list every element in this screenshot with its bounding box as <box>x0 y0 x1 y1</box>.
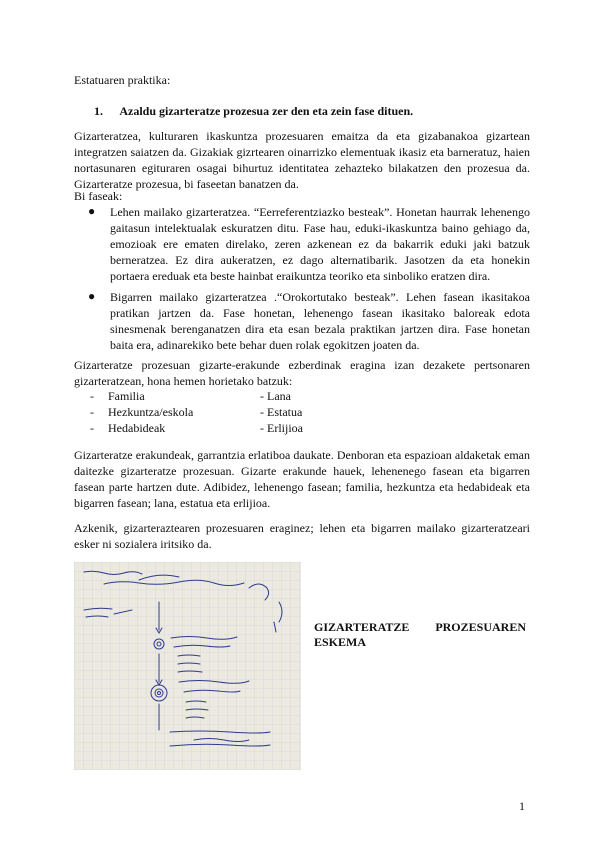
paragraph-institutions: Gizarteratze prozesuan gizarte-erakunde ezberdinak eragina izan dezakete pertsonaren gizarteratzean, hona hemen horietako batzuk: <box>74 358 530 388</box>
bullet-first-phase: Lehen mailako gizarteratzea. “Eerreferentziazko besteak”. Honetan haurrak lehenengo gaitasun intelektualak eskuratzen ditu. Fase hau, eduki-ikaskuntza baino gehiago da, emozioak ere ematen direlako, zeren azkenean ez da bakarrik eduki jaki batzuk berneratzea. Ez dira aukeratzen, ez dago alternatibarik. Jasotzen da eta honekin portaera ereduak eta beste hainbat eraikuntza teoriko eta sinboliko eratzen dira. <box>110 205 530 283</box>
paragraph-conclusion: Azkenik, gizarteraztearen prozesuaren eraginez; lehen eta bigarren mailako gizarteratzeari esker ni sozialera iritsiko da. <box>74 521 530 551</box>
phases-label: Bi faseak: <box>74 189 123 203</box>
paragraph-importance: Gizarteratze erakundeak, garrantzia erlatiboa daukate. Denboran eta espazioan aldaketak eman daitezke gizarteratze prozesuan. Gizarte erakunde hauek, lehenenego fasean eta bigarren fasean parte hartzen dute. Adibidez, lehenengo fasean; familia, hezkuntza eta hedabideak eta bigarren fasean; lana, estatua eta erlijioa. <box>74 448 530 510</box>
page-number: 1 <box>519 799 525 813</box>
caption-word: GIZARTERATZE <box>314 620 410 634</box>
paragraph-definition: Gizarteratzea, kulturaren ikaskuntza prozesuaren emaitza da eta gizabanakoa gizartean integratzen saiatzen da. Gizakiak gizrtearen oinarrizko elementuak ikasiz eta barneratuz, haien nortasunaren egituraren osagai bihurtuz identitatea zehazteko bilakatzen den prozesua da. Gizarteratze prozesua, bi faseetan banatzen da. <box>74 129 530 191</box>
question-number: 1. <box>94 104 103 118</box>
bullet-second-phase: Bigarren mailako gizarteratzea .“Orokortutako besteak”. Lehen fasean ikasitakoa pratikan jartzen da. Fase honetan, lehenengo fasean ikasitako baloreak edota sinesmenak berenganatzen dira eta esan bezala praktikan jartzen dira. Fase honetan baita era, adinarekiko bete behar duen rolak egokitzen joaten da. <box>110 290 530 352</box>
bullet-marker-1: ● <box>88 204 96 218</box>
question-text: Azaldu gizarteratze prozesua zer den eta zein fase dituen. <box>119 104 414 118</box>
handwritten-scheme-photo <box>74 562 301 770</box>
bullet-marker-2: ● <box>88 289 96 303</box>
document-page: Estatuaren praktika: 1. Azaldu gizarteratze prozesua zer den eta zein fase dituen. Gizarteratzea, kulturaren ikaskuntza prozesuaren emaitza da eta gizabanakoa gizartean integratzen saiatzen da. Gizakiak gizrtearen oinarrizko elementuak ikasiz eta barneratuz, haien nortasunaren egituraren osagai bihurtuz identitatea zehazteko bilakatzen den prozesua da. Gizarteratze prozesua, bi faseetan banatzen da. Bi faseak: ● Lehen mailako gizarteratzea. “Eerreferentziazko besteak”. Honetan haurrak lehenengo gaitasun intelektualak eskuratzen ditu. Fase hau, eduki-ikaskuntza baino gehiago da, emozioak ere ematen direlako, zeren azkenean ez da bakarrik eduki jaki batzuk berneratzea. Ez dira aukeratzen, ez dago alternatibarik. Jasotzen da eta honekin portaera ereduak eta beste hainbat eraikuntza teoriko eta sinboliko eratzen dira. ● Bigarren mailako gizarteratzea .“Orokortutako besteak”. Lehen fasean ikasitakoa pratikan jartzen da. Fase honetan, lehenengo fasean ikasitako baloreak edota sinesmenak berenganatzen dira eta esan bezala praktikan jartzen dira. Fase honetan baita era, adinarekiko bete behar duen rolak egokitzen joaten da. Gizarteratze prozesuan gizarte-erakunde ezberdinak eragina izan dezakete pertsonaren gizarteratzean, hona hemen horietako batzuk: - Familia - Lana - Hezkuntza/eskola - Estatua - Hedabideak - Erlijioa Gizarteratze erakundeak, garrantzia erlatiboa daukate. Denboran eta espazioan aldaketak eman daitezke gizarteratze prozesuan. Gizarte erakunde hauek, lehenenego fasean eta bigarren fasean parte hartzen dute. Adibidez, lehenengo fasean; familia, hezkuntza eta hedabideak eta bigarren fasean; lana, estatua eta erlijioa. Azkenik, gizarteraztearen prozesuaren eraginez; lehen eta bigarren mailako gizarteratzeari esker ni sozialera iritsiko da. GIZARTERATZE PROZESUAREN ESKEMA 1 <box>74 73 530 813</box>
scheme-caption <box>314 620 526 650</box>
question-heading <box>94 104 413 119</box>
caption-word: ESKEMA <box>314 635 367 649</box>
caption-word: PROZESUAREN <box>435 620 526 634</box>
intro-label: Estatuaren praktika: <box>74 73 171 87</box>
